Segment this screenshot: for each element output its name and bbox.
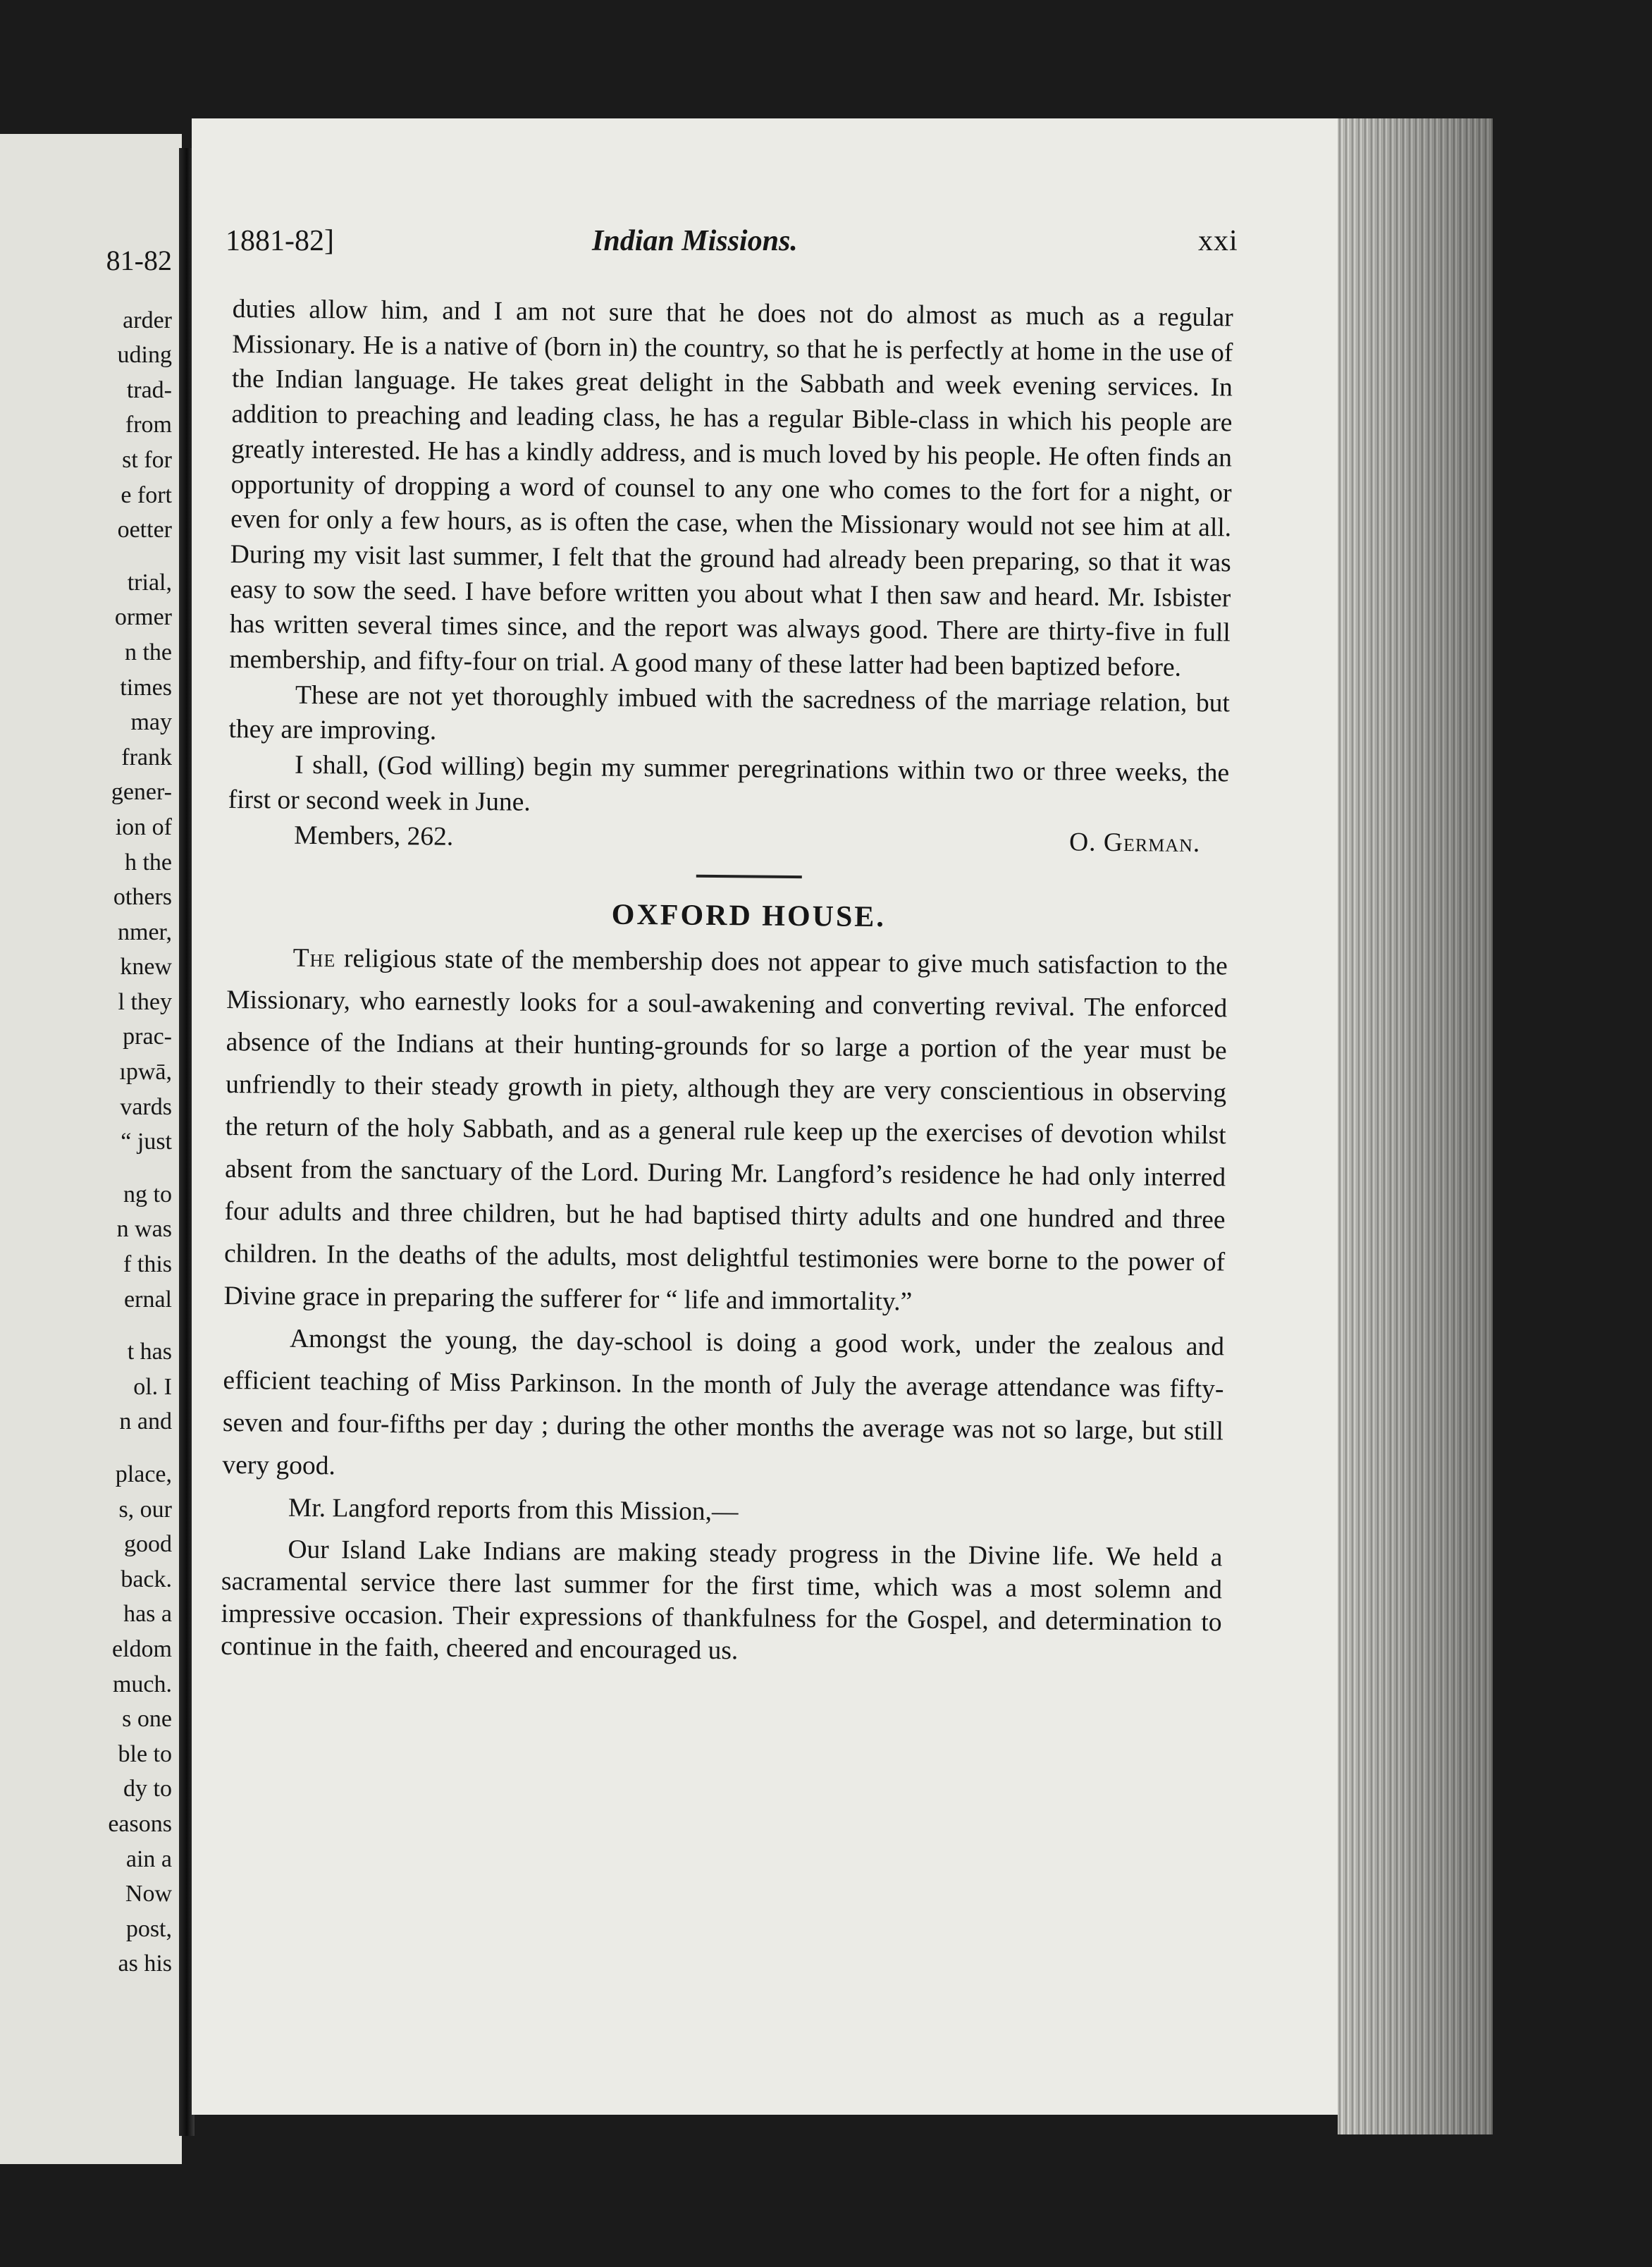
left-page-line: st for xyxy=(122,446,172,473)
left-page-line: eldom xyxy=(112,1635,172,1662)
left-page-line: easons xyxy=(108,1810,172,1837)
quote-paragraph: Our Island Lake Indians are making steady progress in the Divine life. We held a sacramental service there last summer for the first time, which was a most solemn and impressive occasion. Their expressions of thankfulness for the Gospel, and determination to continue in the faith, cheered and encouraged us. xyxy=(221,1535,1223,1666)
report-paragraph: I shall, (God willing) begin my summer peregrinations within two or three weeks, the first or second week in June. xyxy=(228,750,1230,817)
left-page-line: has a xyxy=(123,1601,172,1628)
left-page-line: as his xyxy=(118,1950,172,1977)
left-page-gap xyxy=(31,1317,172,1334)
left-page-line: ernal xyxy=(124,1286,172,1313)
left-page-line: ble to xyxy=(118,1740,172,1767)
left-page-line: trial, xyxy=(127,569,172,596)
left-page xyxy=(0,134,182,2164)
left-page-gap xyxy=(31,548,172,565)
left-page-line: place, xyxy=(115,1461,172,1487)
section-title: OXFORD HOUSE. xyxy=(611,898,887,934)
left-page-line: uding xyxy=(117,342,172,369)
left-page-line: may xyxy=(130,709,172,736)
left-page-line: from xyxy=(125,412,172,438)
left-page-line: h the xyxy=(124,849,172,876)
left-page-line: arder xyxy=(123,307,172,333)
left-page-line: much. xyxy=(112,1671,172,1697)
section-paragraph-text: religious state of the membership does not appear to give much satisfaction to the Missionary, who earnestly looks for a soul-awakening and converting revival. The enforced absence of the Indians at their hunting-grounds for so large a portion of the year must be unfriendly to their steady growth in piety, although they are very conscientious in observing the return of the holy Sabbath, and as a general rule keep up the exercises of devotion whilst absent from the sanctuary of the Lord. During Mr. Langford’s residence he had only interred four adults and three children, but he had baptised thirty adults and one hundred and three children. In the deaths of the adults, most delightful testimonies were borne to the power of Divine grace in preparing the sufferer for “ life and immortality.” xyxy=(223,944,1228,1317)
left-page-line: knew xyxy=(120,954,172,981)
left-page-line: ng to xyxy=(123,1181,172,1208)
section-paragraph: Mr. Langford reports from this Mission,— xyxy=(288,1494,739,1527)
header-years: 1881-82] xyxy=(226,225,334,257)
left-page-line: vards xyxy=(120,1093,172,1120)
left-page-header: 81-82 xyxy=(106,245,172,276)
running-header xyxy=(226,224,1238,266)
left-page-line: “ just xyxy=(121,1129,172,1155)
left-page-line: nmer, xyxy=(118,919,172,945)
left-page-line: n and xyxy=(119,1408,172,1435)
left-page-line: l they xyxy=(118,988,172,1015)
left-page-column xyxy=(31,243,172,1982)
left-page-line: Now xyxy=(125,1881,172,1907)
signature: O. German. xyxy=(1068,827,1201,858)
left-page-line: times xyxy=(120,674,172,701)
section-paragraph: Amongst the young, the day-school is doing a good work, under the zealous and efficient teaching of Miss Parkinson. In the month of July the average attendance was fifty-seven and four-fifths per day ; during the other months the average was not so large, but still very good. xyxy=(222,1325,1225,1481)
left-page-line: t has xyxy=(127,1339,172,1365)
oxford-house-section xyxy=(222,937,1228,1537)
left-page-line: ıpwā, xyxy=(119,1059,172,1086)
lead-word: The xyxy=(292,944,336,973)
report-paragraph: These are not yet thoroughly imbued with the sacredness of the marriage relation, but they are improving. xyxy=(228,680,1231,746)
left-page-line: oetter xyxy=(117,517,172,543)
left-page-line: good xyxy=(124,1531,172,1558)
left-page-gap xyxy=(31,1160,172,1177)
left-page-line: f this xyxy=(123,1251,172,1278)
left-page-gap xyxy=(31,1439,172,1457)
left-page-line: n the xyxy=(124,639,172,665)
left-page-line: back. xyxy=(121,1566,172,1592)
section-divider xyxy=(696,875,802,878)
left-page-line: ol. I xyxy=(133,1373,172,1400)
left-page-line: s, our xyxy=(118,1496,172,1523)
section-paragraph xyxy=(223,937,1228,1326)
left-page-line: ion of xyxy=(115,813,172,840)
page-edges xyxy=(1338,118,1493,2134)
left-page-line: s one xyxy=(122,1706,172,1733)
report-paragraph: duties allow him, and I am not sure that he does not do almost as much as a regular Missionary. He is a native of (born in) the country, so that he is perfectly at home in the use of the Indian language. He takes great delight in the Sabbath and week evening services. In addition to preaching and leading class, he has a regular Bible-class in which his people are greatly interested. He has a kindly address, and is much loved by his people. He often finds an opportunity of dropping a word of counsel to any one who comes to the fort for a night, or even for only a few hours, as is often the case, when the Missionary would not see him at all. During my visit last summer, I felt that the ground had already been preparing, so that it was easy to sow the seed. I have before written you about what I then saw and heard. Mr. Isbister has written several times since, and the report was always good. There are thirty-five in full membership, and fifty-four on trial. A good many of these latter had been baptized before. xyxy=(229,294,1233,682)
first-report xyxy=(228,292,1233,861)
header-title: Indian Missions. xyxy=(592,225,798,257)
left-page-line: post, xyxy=(125,1915,172,1942)
left-page-line: others xyxy=(113,884,172,911)
left-page-line: frank xyxy=(121,744,172,770)
header-page-number: xxi xyxy=(1198,225,1238,257)
left-page-line: ain a xyxy=(125,1845,172,1872)
left-page-line: ormer xyxy=(114,604,172,631)
left-page-line: prac- xyxy=(123,1024,172,1050)
page-content xyxy=(221,292,1233,1672)
left-page-line: dy to xyxy=(123,1776,172,1802)
left-page-line: e fort xyxy=(121,481,172,508)
quoted-report xyxy=(221,1533,1223,1671)
left-page-line: gener- xyxy=(111,779,172,806)
left-page-line: trad- xyxy=(126,376,172,403)
members-count: Members, 262. xyxy=(294,821,454,852)
left-page-line: n was xyxy=(116,1216,172,1243)
